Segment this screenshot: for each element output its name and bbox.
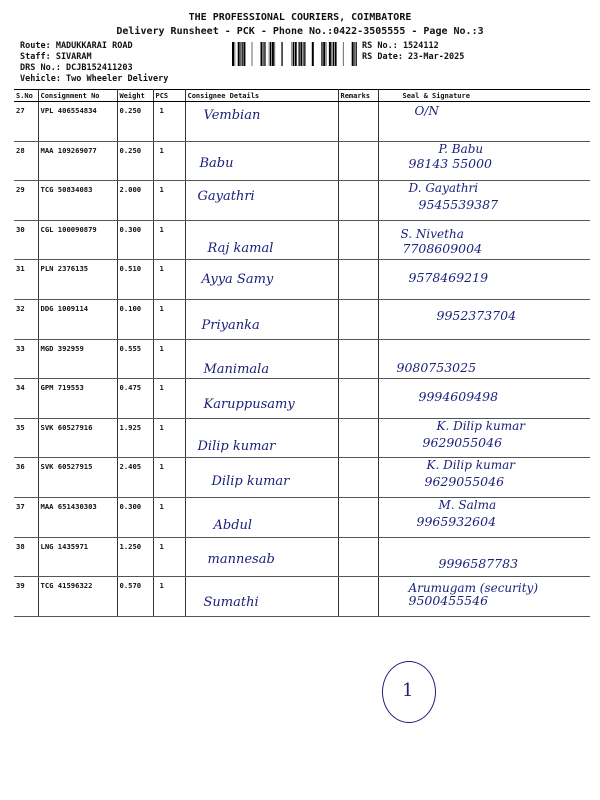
row-remarks <box>338 141 378 181</box>
row-remarks <box>338 577 378 617</box>
row-pcs: 1 <box>153 458 185 498</box>
row-pcs: 1 <box>153 418 185 458</box>
table-row <box>14 299 590 339</box>
barcode-bar <box>303 42 304 66</box>
row-remarks <box>338 299 378 339</box>
barcode-bar <box>275 42 276 66</box>
barcode-bar <box>269 42 270 66</box>
row-sno: 35 <box>14 418 38 458</box>
row-consignee-cell <box>185 418 338 458</box>
drs-label: DRS No.: DCJB152411203 <box>20 63 133 73</box>
row-signature-phone: 9996587783 <box>438 555 519 571</box>
row-pcs: 1 <box>153 299 185 339</box>
barcode-bar <box>292 42 293 66</box>
row-consignee-cell <box>185 537 338 577</box>
row-signature-phone: 9965932604 <box>416 513 497 529</box>
row-weight: 0.250 <box>117 102 153 142</box>
row-consignee-handwriting: Dilip kumar <box>211 474 290 490</box>
table-row <box>14 181 590 221</box>
barcode-bar <box>264 42 265 66</box>
row-pcs: 1 <box>153 102 185 142</box>
route-label: Route: MADUKKARAI ROAD <box>20 41 133 51</box>
row-remarks <box>338 458 378 498</box>
row-sno: 34 <box>14 379 38 419</box>
runsheet-table <box>14 89 590 617</box>
row-consignee-cell <box>185 141 338 181</box>
table-row <box>14 418 590 458</box>
row-signature-name: Arumugam (security) <box>408 581 539 596</box>
row-sno: 30 <box>14 220 38 260</box>
col-weight: Weight <box>117 90 153 102</box>
row-consignment: VPL 406554834 <box>38 102 117 142</box>
row-consignee-handwriting: Karuppusamy <box>203 397 295 413</box>
row-consignment: SVK 60527916 <box>38 418 117 458</box>
runsheet-subtitle: Delivery Runsheet - PCK - Phone No.:0422-3505555 - Page No.:3 <box>116 26 484 37</box>
row-consignee-cell <box>185 260 338 300</box>
row-weight: 0.100 <box>117 299 153 339</box>
row-weight: 0.475 <box>117 379 153 419</box>
row-signature-phone: 9500455546 <box>408 593 489 609</box>
table-row <box>14 577 590 617</box>
row-signature-cell <box>378 458 590 498</box>
row-consignee-cell <box>185 497 338 537</box>
row-signature-phone: 9952373704 <box>436 307 517 323</box>
table-row <box>14 141 590 181</box>
row-signature-phone: 9080753025 <box>396 359 477 375</box>
row-signature-phone: 98143 55000 <box>408 155 493 171</box>
barcode-bar <box>332 42 333 66</box>
row-consignment: MAA 651430303 <box>38 497 117 537</box>
row-sno: 27 <box>14 102 38 142</box>
col-consignee: Consignee Details <box>185 90 338 102</box>
row-pcs: 1 <box>153 260 185 300</box>
barcode-bar <box>232 42 234 66</box>
row-sno: 36 <box>14 458 38 498</box>
row-signature-cell <box>378 339 590 379</box>
row-sno: 39 <box>14 577 38 617</box>
row-consignee-cell <box>185 181 338 221</box>
barcode-bar <box>261 42 263 66</box>
row-signature-cell <box>378 379 590 419</box>
row-consignee-handwriting: Dilip kumar <box>197 438 276 454</box>
barcode-bar <box>242 42 243 66</box>
barcode-bar <box>270 42 271 66</box>
row-signature-phone: 7708609004 <box>402 240 483 256</box>
row-weight: 1.250 <box>117 537 153 577</box>
row-consignee-handwriting: Sumathi <box>203 595 259 611</box>
row-signature-cell <box>378 497 590 537</box>
row-consignee-handwriting: Babu <box>199 155 234 171</box>
table-row <box>14 102 590 142</box>
barcode-image <box>232 42 358 66</box>
barcode-bar <box>312 42 314 66</box>
row-remarks <box>338 181 378 221</box>
row-weight: 0.300 <box>117 497 153 537</box>
table-row <box>14 339 590 379</box>
vehicle-label: Vehicle: Two Wheeler Delivery <box>20 74 169 84</box>
row-consignee-handwriting: Ayya Samy <box>201 272 274 288</box>
row-sno: 33 <box>14 339 38 379</box>
col-seal: Seal & Signature <box>378 90 590 102</box>
row-sno: 38 <box>14 537 38 577</box>
barcode-bar <box>240 42 241 66</box>
row-consignment: TCG 50834083 <box>38 181 117 221</box>
row-remarks <box>338 260 378 300</box>
row-pcs: 1 <box>153 497 185 537</box>
barcode-bar <box>335 42 337 66</box>
row-consignment: DDG 1009114 <box>38 299 117 339</box>
row-signature-phone: 9545539387 <box>418 197 499 213</box>
row-signature-name: P. Babu <box>438 141 484 156</box>
row-signature-cell <box>378 102 590 142</box>
row-consignment: LNG 1435971 <box>38 537 117 577</box>
row-signature-name: O/N <box>414 104 439 118</box>
row-pcs: 1 <box>153 141 185 181</box>
barcode-bar <box>243 42 245 66</box>
barcode-bar <box>281 42 282 66</box>
row-weight: 0.300 <box>117 220 153 260</box>
barcode-bar <box>354 42 355 66</box>
page-mark: 1 <box>402 680 414 701</box>
col-remarks: Remarks <box>338 90 378 102</box>
row-consignee-cell <box>185 299 338 339</box>
row-sno: 31 <box>14 260 38 300</box>
row-consignee-cell <box>185 102 338 142</box>
row-consignment: TCG 41596322 <box>38 577 117 617</box>
row-signature-cell <box>378 260 590 300</box>
row-consignee-handwriting: Manimala <box>203 361 270 377</box>
barcode-bar <box>238 42 240 66</box>
rs-date: RS Date: 23-Mar-2025 <box>362 52 465 62</box>
rs-number: RS No.: 1524112 <box>362 41 439 51</box>
row-remarks <box>338 537 378 577</box>
col-sno: S.No <box>14 90 38 102</box>
barcode-bar <box>300 42 302 66</box>
row-weight: 1.925 <box>117 418 153 458</box>
barcode-bar <box>295 42 297 66</box>
row-remarks <box>338 339 378 379</box>
row-weight: 0.510 <box>117 260 153 300</box>
row-pcs: 1 <box>153 220 185 260</box>
row-sno: 37 <box>14 497 38 537</box>
row-signature-name: D. Gayathri <box>408 181 479 196</box>
barcode-bar <box>321 42 322 66</box>
table-header-row <box>14 90 590 102</box>
row-signature-name: K. Dilip kumar <box>436 418 525 433</box>
table-row <box>14 497 590 537</box>
row-consignment: PLN 2376135 <box>38 260 117 300</box>
row-consignee-cell <box>185 339 338 379</box>
company-title: THE PROFESSIONAL COURIERS, COIMBATORE <box>188 12 412 23</box>
row-signature-name: K. Dilip kumar <box>426 458 515 473</box>
row-remarks <box>338 102 378 142</box>
barcode-bar <box>326 42 327 66</box>
barcode-bar <box>235 42 236 66</box>
row-weight: 0.555 <box>117 339 153 379</box>
row-signature-phone: 9994609498 <box>418 389 499 405</box>
row-weight: 2.405 <box>117 458 153 498</box>
row-pcs: 1 <box>153 537 185 577</box>
row-sno: 32 <box>14 299 38 339</box>
table-row <box>14 220 590 260</box>
table-row <box>14 260 590 300</box>
row-remarks <box>338 497 378 537</box>
barcode-bar <box>352 42 354 66</box>
row-signature-cell <box>378 220 590 260</box>
row-remarks <box>338 220 378 260</box>
barcode-bar <box>272 42 274 66</box>
row-consignee-cell <box>185 577 338 617</box>
row-pcs: 1 <box>153 181 185 221</box>
row-sno: 29 <box>14 181 38 221</box>
row-signature-cell <box>378 537 590 577</box>
row-signature-name: S. Nivetha <box>400 226 464 241</box>
row-weight: 0.570 <box>117 577 153 617</box>
row-signature-cell <box>378 299 590 339</box>
row-signature-cell <box>378 577 590 617</box>
table-row <box>14 458 590 498</box>
row-signature-phone: 9629055046 <box>424 474 505 490</box>
row-signature-cell <box>378 181 590 221</box>
barcode-bar <box>263 42 264 66</box>
barcode-bar <box>333 42 334 66</box>
row-signature-cell <box>378 141 590 181</box>
barcode-bar <box>299 42 300 66</box>
col-consignment: Consignment No <box>38 90 117 102</box>
barcode-bar <box>329 42 331 66</box>
row-sno: 28 <box>14 141 38 181</box>
row-consignee-handwriting: Vembian <box>203 108 261 123</box>
row-consignee-handwriting: Gayathri <box>197 189 255 205</box>
row-signature-phone: 9629055046 <box>422 434 503 450</box>
barcode-bar <box>356 42 357 66</box>
row-pcs: 1 <box>153 379 185 419</box>
row-consignment: GPM 719553 <box>38 379 117 419</box>
barcode-bar <box>304 42 305 66</box>
barcode-bar <box>343 42 344 66</box>
row-consignment: CGL 100090879 <box>38 220 117 260</box>
row-consignment: MGD 392959 <box>38 339 117 379</box>
row-consignee-handwriting: mannesab <box>207 551 275 567</box>
row-remarks <box>338 379 378 419</box>
row-weight: 0.250 <box>117 141 153 181</box>
row-consignee-handwriting: Raj kamal <box>207 240 274 256</box>
table-row <box>14 537 590 577</box>
row-consignee-cell <box>185 220 338 260</box>
table-row <box>14 379 590 419</box>
row-consignment: MAA 109269077 <box>38 141 117 181</box>
row-remarks <box>338 418 378 458</box>
page-mark-circle <box>382 661 436 723</box>
row-weight: 2.000 <box>117 181 153 221</box>
row-signature-cell <box>378 418 590 458</box>
row-pcs: 1 <box>153 339 185 379</box>
barcode-bar <box>293 42 294 66</box>
barcode-bar <box>323 42 325 66</box>
barcode-bar <box>252 42 253 66</box>
row-consignee-cell <box>185 458 338 498</box>
row-consignee-handwriting: Abdul <box>213 517 253 533</box>
row-signature-name: M. Salma <box>438 497 497 512</box>
row-consignee-cell <box>185 379 338 419</box>
row-consignee-handwriting: Priyanka <box>201 317 260 333</box>
row-signature-phone: 9578469219 <box>408 270 489 286</box>
row-consignment: SVK 60527915 <box>38 458 117 498</box>
row-pcs: 1 <box>153 577 185 617</box>
staff-label: Staff: SIVARAM <box>20 52 92 62</box>
col-pcs: PCS <box>153 90 185 102</box>
